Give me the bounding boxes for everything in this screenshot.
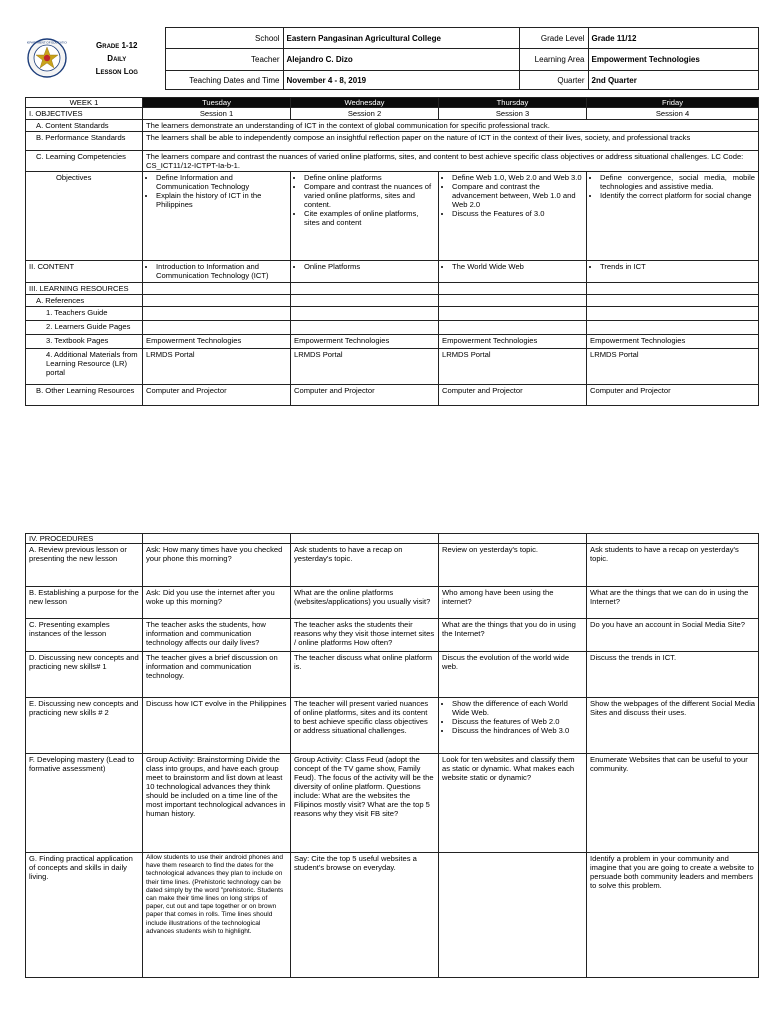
procedure-b-session-3: Who among have been using the internet? — [439, 587, 587, 619]
procedure-d-session-1: The teacher gives a brief discussion on information and communication technology. — [143, 652, 291, 698]
content-session-2 — [291, 261, 439, 283]
objectives-heading: I. OBJECTIVES — [26, 108, 143, 120]
objective-item: • Define Information and Communication Technology — [156, 173, 287, 191]
content-item: • Trends in ICT — [600, 262, 755, 271]
procedure-c-session-4: Do you have an account in Social Media Site? — [587, 619, 759, 652]
objective-item: • Define convergence, social media, mobile technologies and assistive media. — [600, 173, 755, 191]
textbook-session-3: Empowerment Technologies — [439, 335, 587, 349]
other-session-2: Computer and Projector — [291, 385, 439, 406]
procedure-e-session-3 — [439, 698, 587, 754]
objectives-sub-label: Objectives — [26, 172, 143, 261]
content-session-4 — [587, 261, 759, 283]
day-tuesday: Tuesday — [143, 98, 291, 108]
procedure-f-session-2: Group Activity: Class Feud (adopt the concept of the TV game show, Family Feud). The focus of the activity will be the diversity of online platform. Questions include: What are the websites the Filipinos mostly visit? What are the top 5 reasons why they visit FB site? — [291, 754, 439, 853]
procedure-a-session-4: Ask students to have a recap on yesterday's topic. — [587, 544, 759, 587]
header-table — [25, 27, 759, 90]
procedure-label-b: B. Establishing a purpose for the new lesson — [26, 587, 143, 619]
objectives-session-3 — [439, 172, 587, 261]
procedures-heading: IV. PROCEDURES — [26, 534, 143, 544]
content-session-3 — [439, 261, 587, 283]
procedure-a-session-2: Ask students to have a recap on yesterday's topic. — [291, 544, 439, 587]
grade-level-value: Grade 11/12 — [588, 28, 758, 49]
procedures-table — [25, 533, 759, 978]
procedure-c-session-2: The teacher asks the students their reasons why they visit those internet sites / online platforms How often? — [291, 619, 439, 652]
learning-resources-heading: III. LEARNING RESOURCES — [26, 283, 143, 295]
additional-materials-label: 4. Additional Materials from Learning Resource (LR) portal — [26, 349, 143, 385]
day-friday: Friday — [587, 98, 759, 108]
procedure-item: • Discuss the hindrances of Web 3.0 — [452, 726, 583, 735]
deped-seal — [25, 28, 69, 90]
references-label: A. References — [26, 295, 143, 307]
procedure-e-session-2: The teacher will present varied nuances of online platforms, sites and its content to best achieve specific class objectives or address situational challenges. — [291, 698, 439, 754]
other-session-1: Computer and Projector — [143, 385, 291, 406]
session-1: Session 1 — [143, 108, 291, 120]
school-label: School — [165, 28, 283, 49]
teacher-label: Teacher — [165, 49, 283, 71]
objective-item: • Define Web 1.0, Web 2.0 and Web 3.0 — [452, 173, 583, 182]
day-thursday: Thursday — [439, 98, 587, 108]
procedure-label-g: G. Finding practical application of concepts and skills in daily living. — [26, 853, 143, 978]
content-heading: II. CONTENT — [26, 261, 143, 283]
objective-item: • Cite examples of online platforms, sites and content — [304, 209, 435, 227]
procedure-f-session-3: Look for ten websites and classify them as static or dynamic. What makes each website static or dynamic? — [439, 754, 587, 853]
procedure-b-session-4: What are the things that we can do in using the Internet? — [587, 587, 759, 619]
content-standards-label: A. Content Standards — [26, 120, 143, 132]
procedure-e-session-4: Show the webpages of the different Social Media Sites and discuss their uses. — [587, 698, 759, 754]
learners-guide-label: 2. Learners Guide Pages — [26, 321, 143, 335]
learning-area-label: Learning Area — [519, 49, 588, 71]
performance-standards-text: The learners shall be able to independently compose an insightful reflection paper on the nature of ICT in the context of their lives, society, and professional tracks — [143, 132, 759, 151]
session-3: Session 3 — [439, 108, 587, 120]
procedure-label-c: C. Presenting examples instances of the lesson — [26, 619, 143, 652]
procedure-label-e: E. Discussing new concepts and practicing new skills # 2 — [26, 698, 143, 754]
grade-level-label: Grade Level — [519, 28, 588, 49]
objective-item: • Identify the correct platform for social change — [600, 191, 755, 200]
competencies-label: C. Learning Competencies — [26, 151, 143, 172]
other-resources-label: B. Other Learning Resources — [26, 385, 143, 406]
objectives-table — [25, 97, 759, 406]
procedure-item: • Show the difference of each World Wide Web. — [452, 699, 583, 717]
teachers-guide-label: 1. Teachers Guide — [26, 307, 143, 321]
procedure-a-session-3: Review on yesterday's topic. — [439, 544, 587, 587]
learning-area-value: Empowerment Technologies — [588, 49, 758, 71]
procedure-d-session-3: Discus the evolution of the world wide web. — [439, 652, 587, 698]
procedure-c-session-1: The teacher asks the students, how information and communication technology affects our daily lives? — [143, 619, 291, 652]
content-item: • Online Platforms — [304, 262, 435, 271]
objective-item: • Compare and contrast the advancement between, Web 1.0 and Web 2.0 — [452, 182, 583, 209]
procedure-g-session-3 — [439, 853, 587, 978]
textbook-session-1: Empowerment Technologies — [143, 335, 291, 349]
school-value: Eastern Pangasinan Agricultural College — [283, 28, 519, 49]
procedure-a-session-1: Ask: How many times have you checked your phone this morning? — [143, 544, 291, 587]
content-item: • The World Wide Web — [452, 262, 583, 271]
other-session-4: Computer and Projector — [587, 385, 759, 406]
textbook-label: 3. Textbook Pages — [26, 335, 143, 349]
procedure-g-session-2: Say: Cite the top 5 useful websites a student's browse on everyday. — [291, 853, 439, 978]
procedure-e-session-1: Discuss how ICT evolve in the Philippines — [143, 698, 291, 754]
other-session-3: Computer and Projector — [439, 385, 587, 406]
seal-lettering: DEPARTMENT OF EDUCATION — [27, 40, 67, 45]
content-session-1 — [143, 261, 291, 283]
document-title: Grade 1-12 Daily Lesson Log — [95, 41, 138, 76]
objective-item: • Explain the history of ICT in the Philippines — [156, 191, 287, 209]
procedure-item: • Discuss the features of Web 2.0 — [452, 717, 583, 726]
objective-item: • Discuss the Features of 3.0 — [452, 209, 583, 218]
performance-standards-label: B. Performance Standards — [26, 132, 143, 151]
textbook-session-2: Empowerment Technologies — [291, 335, 439, 349]
procedure-c-session-3: What are the things that you do in using the Internet? — [439, 619, 587, 652]
objective-item: • Compare and contrast the nuances of varied online platforms, sites and content. — [304, 182, 435, 209]
day-wednesday: Wednesday — [291, 98, 439, 108]
additional-session-4: LRMDS Portal — [587, 349, 759, 385]
textbook-session-4: Empowerment Technologies — [587, 335, 759, 349]
objectives-session-4 — [587, 172, 759, 261]
procedure-label-a: A. Review previous lesson or presenting the new lesson — [26, 544, 143, 587]
procedure-g-session-1: Allow students to use their android phones and have them research to find the dates for the technological advances they plan to include on their time lines. (Prehistoric technology can be dated simply by the word "prehistoric. Students can make their time lines on long strips of paper, cut out and tape together or on brown paper that comes in rolls. Time lines should include illustrations of the technological advances students wish to highlight. — [143, 853, 291, 978]
teacher-value: Alejandro C. Dizo — [283, 49, 519, 71]
procedure-f-session-1: Group Activity: Brainstorming Divide the class into groups, and have each group meet to brainstorm and list down at least 10 technological advances they think should be included on a time line of the most important technological advances in human history. — [143, 754, 291, 853]
session-2: Session 2 — [291, 108, 439, 120]
additional-session-2: LRMDS Portal — [291, 349, 439, 385]
procedure-d-session-4: Discuss the trends in ICT. — [587, 652, 759, 698]
quarter-label: Quarter — [519, 71, 588, 90]
week-label: WEEK 1 — [26, 98, 143, 108]
procedure-d-session-2: The teacher discuss what online platform is. — [291, 652, 439, 698]
dates-label: Teaching Dates and Time — [165, 71, 283, 90]
content-item: • Introduction to Information and Communication Technology (ICT) — [156, 262, 287, 280]
procedure-b-session-1: Ask: Did you use the internet after you woke up this morning? — [143, 587, 291, 619]
procedure-label-d: D. Discussing new concepts and practicing new skills# 1 — [26, 652, 143, 698]
additional-session-1: LRMDS Portal — [143, 349, 291, 385]
deped-seal-icon — [27, 38, 67, 78]
dates-value: November 4 - 8, 2019 — [283, 71, 519, 90]
competencies-text: The learners compare and contrast the nuances of varied online platforms, sites, and content to best achieve specific class objectives or address situational challenges. LC Code: CS_ICT11/12-ICTPT-Ia-b-1. — [143, 151, 759, 172]
additional-session-3: LRMDS Portal — [439, 349, 587, 385]
procedure-b-session-2: What are the online platforms (websites/applications) you usually visit? — [291, 587, 439, 619]
procedure-label-f: F. Developing mastery (Lead to formative assessment) — [26, 754, 143, 853]
objectives-session-2 — [291, 172, 439, 261]
procedure-f-session-4: Enumerate Websites that can be useful to your community. — [587, 754, 759, 853]
session-4: Session 4 — [587, 108, 759, 120]
objective-item: • Define online platforms — [304, 173, 435, 182]
procedure-g-session-4: Identify a problem in your community and imagine that you are going to create a website to persuade both community leaders and members to solve this problem. — [587, 853, 759, 978]
quarter-value: 2nd Quarter — [588, 71, 758, 90]
content-standards-text: The learners demonstrate an understanding of ICT in the context of global communication for specific professional track. — [143, 120, 759, 132]
objectives-session-1 — [143, 172, 291, 261]
